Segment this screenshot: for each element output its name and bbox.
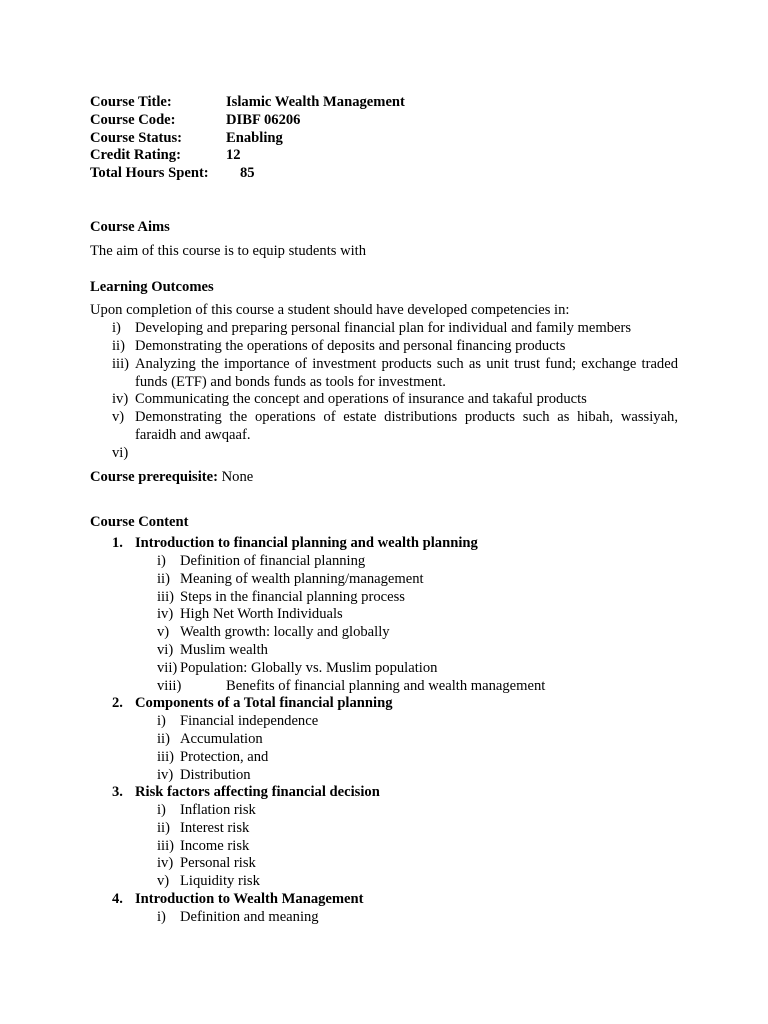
subtopic-number: i) — [157, 713, 166, 730]
subtopic-text: Financial independence — [180, 713, 319, 730]
outcome-text: Demonstrating the operations of deposits and personal financing products — [135, 337, 566, 354]
subtopic-number: v) — [157, 873, 170, 890]
outcome-number: vi) — [112, 444, 129, 461]
content-topic — [90, 695, 678, 713]
subtopic-text: Income risk — [180, 837, 250, 854]
subtopic-number: iii) — [157, 588, 175, 605]
topic-title: Components of a Total financial planning — [135, 695, 393, 712]
subtopic-text: Meaning of wealth planning/management — [180, 570, 424, 587]
subtopic-item — [90, 678, 678, 696]
subtopic-number: viii) — [157, 677, 182, 694]
topic-title: Introduction to financial planning and wealth planning — [135, 535, 478, 552]
outcome-number: ii) — [112, 337, 125, 354]
credit-rating-label: Credit Rating: — [90, 147, 181, 164]
subtopic-text: Steps in the financial planning process — [180, 588, 405, 605]
course-content-section — [90, 514, 678, 926]
course-prerequisite-label: Course prerequisite: — [90, 468, 218, 485]
subtopic-text: Wealth growth: locally and globally — [180, 624, 390, 641]
total-hours-row — [90, 165, 678, 183]
subtopic-number: iii) — [157, 837, 175, 854]
course-aims-section — [90, 219, 678, 261]
outcome-item — [90, 356, 678, 392]
topic-number: 4. — [112, 891, 123, 908]
subtopic-text: Definition and meaning — [180, 908, 319, 925]
outcome-number: iv) — [112, 391, 129, 408]
outcome-text: Demonstrating the operations of estate distributions products such as hibah, wassiyah, faraidh and awqaaf. — [135, 409, 678, 443]
subtopic-text: Muslim wealth — [180, 641, 268, 658]
course-code-row — [90, 112, 678, 130]
subtopic-text: Protection, and — [180, 748, 269, 765]
outcome-item — [90, 409, 678, 445]
outcome-text: Communicating the concept and operations of insurance and takaful products — [135, 391, 587, 408]
subtopic-number: iv) — [157, 855, 174, 872]
subtopic-number: ii) — [157, 570, 170, 587]
subtopic-text: Population: Globally vs. Muslim population — [180, 659, 438, 676]
topic-number: 3. — [112, 784, 123, 801]
subtopic-text: Distribution — [180, 766, 251, 783]
course-title-label: Course Title: — [90, 94, 172, 110]
outcome-item — [90, 445, 678, 463]
topic-number: 2. — [112, 695, 123, 712]
course-title-row — [90, 94, 678, 112]
topic-title: Risk factors affecting financial decision — [135, 784, 380, 801]
outcome-text — [135, 445, 678, 463]
subtopic-text: Inflation risk — [180, 802, 256, 819]
subtopic-item — [90, 606, 678, 624]
subtopic-item — [90, 909, 678, 927]
course-info-block — [90, 94, 678, 183]
subtopic-item — [90, 589, 678, 607]
subtopic-item — [90, 767, 678, 785]
outcome-text: Developing and preparing personal financial plan for individual and family members — [135, 320, 632, 337]
subtopic-item — [90, 642, 678, 660]
subtopic-item — [90, 820, 678, 838]
subtopic-item — [90, 855, 678, 873]
outcome-item — [90, 320, 678, 338]
subtopic-text: Accumulation — [180, 730, 263, 747]
subtopic-number: ii) — [157, 730, 170, 747]
outcome-number: v) — [112, 409, 125, 426]
subtopic-number: i) — [157, 908, 166, 925]
outcome-number: i) — [112, 320, 121, 337]
subtopic-item — [90, 571, 678, 589]
course-aims-text: The aim of this course is to equip students with — [90, 242, 367, 259]
course-status-value: Enabling — [226, 129, 283, 146]
subtopic-item — [90, 873, 678, 891]
subtopic-text: Personal risk — [180, 855, 256, 872]
learning-outcomes-heading: Learning Outcomes — [90, 278, 214, 295]
subtopic-item — [90, 802, 678, 820]
subtopic-text: Benefits of financial planning and wealth management — [226, 677, 546, 694]
outcome-number: iii) — [112, 355, 130, 372]
total-hours-label: Total Hours Spent: — [90, 165, 209, 182]
subtopic-text: Definition of financial planning — [180, 552, 366, 569]
course-content-heading: Course Content — [90, 514, 189, 531]
course-code-label: Course Code: — [90, 111, 176, 128]
subtopic-number: ii) — [157, 819, 170, 836]
subtopic-item — [90, 749, 678, 767]
learning-outcomes-intro: Upon completion of this course a student should have developed competencies in: — [90, 302, 570, 319]
course-title-value: Islamic Wealth Management — [226, 94, 405, 110]
course-prerequisite-value: None — [217, 468, 254, 485]
subtopic-number: i) — [157, 552, 166, 569]
outcome-item — [90, 391, 678, 409]
course-prerequisite — [90, 469, 678, 487]
subtopic-number: i) — [157, 802, 166, 819]
content-topic — [90, 891, 678, 909]
topic-title: Introduction to Wealth Management — [135, 891, 364, 908]
credit-rating-value: 12 — [226, 147, 241, 164]
document-page — [90, 94, 678, 927]
content-topic — [90, 535, 678, 553]
learning-outcomes-section — [90, 279, 678, 463]
subtopic-number: v) — [157, 624, 170, 641]
subtopic-item — [90, 713, 678, 731]
subtopic-number: vii) — [157, 659, 178, 676]
subtopic-number: iv) — [157, 606, 174, 623]
course-status-label: Course Status: — [90, 129, 183, 146]
credit-rating-row — [90, 147, 678, 165]
course-status-row — [90, 130, 678, 148]
course-aims-heading: Course Aims — [90, 218, 170, 235]
course-code-value: DIBF 06206 — [226, 111, 301, 128]
subtopic-item — [90, 660, 678, 678]
subtopic-text: High Net Worth Individuals — [180, 606, 343, 623]
subtopic-text: Liquidity risk — [180, 873, 260, 890]
subtopic-item — [90, 731, 678, 749]
outcome-item — [90, 338, 678, 356]
subtopic-number: iv) — [157, 766, 174, 783]
subtopic-number: vi) — [157, 641, 174, 658]
total-hours-value: 85 — [240, 165, 255, 182]
outcome-text: Analyzing the importance of investment products such as unit trust fund; exchange traded funds (ETF) and bonds funds as tools for investment. — [135, 355, 678, 390]
content-topic — [90, 784, 678, 802]
subtopic-item — [90, 838, 678, 856]
subtopic-text: Interest risk — [180, 819, 250, 836]
subtopic-item — [90, 624, 678, 642]
subtopic-item — [90, 553, 678, 571]
subtopic-number: iii) — [157, 748, 175, 765]
topic-number: 1. — [112, 535, 123, 552]
